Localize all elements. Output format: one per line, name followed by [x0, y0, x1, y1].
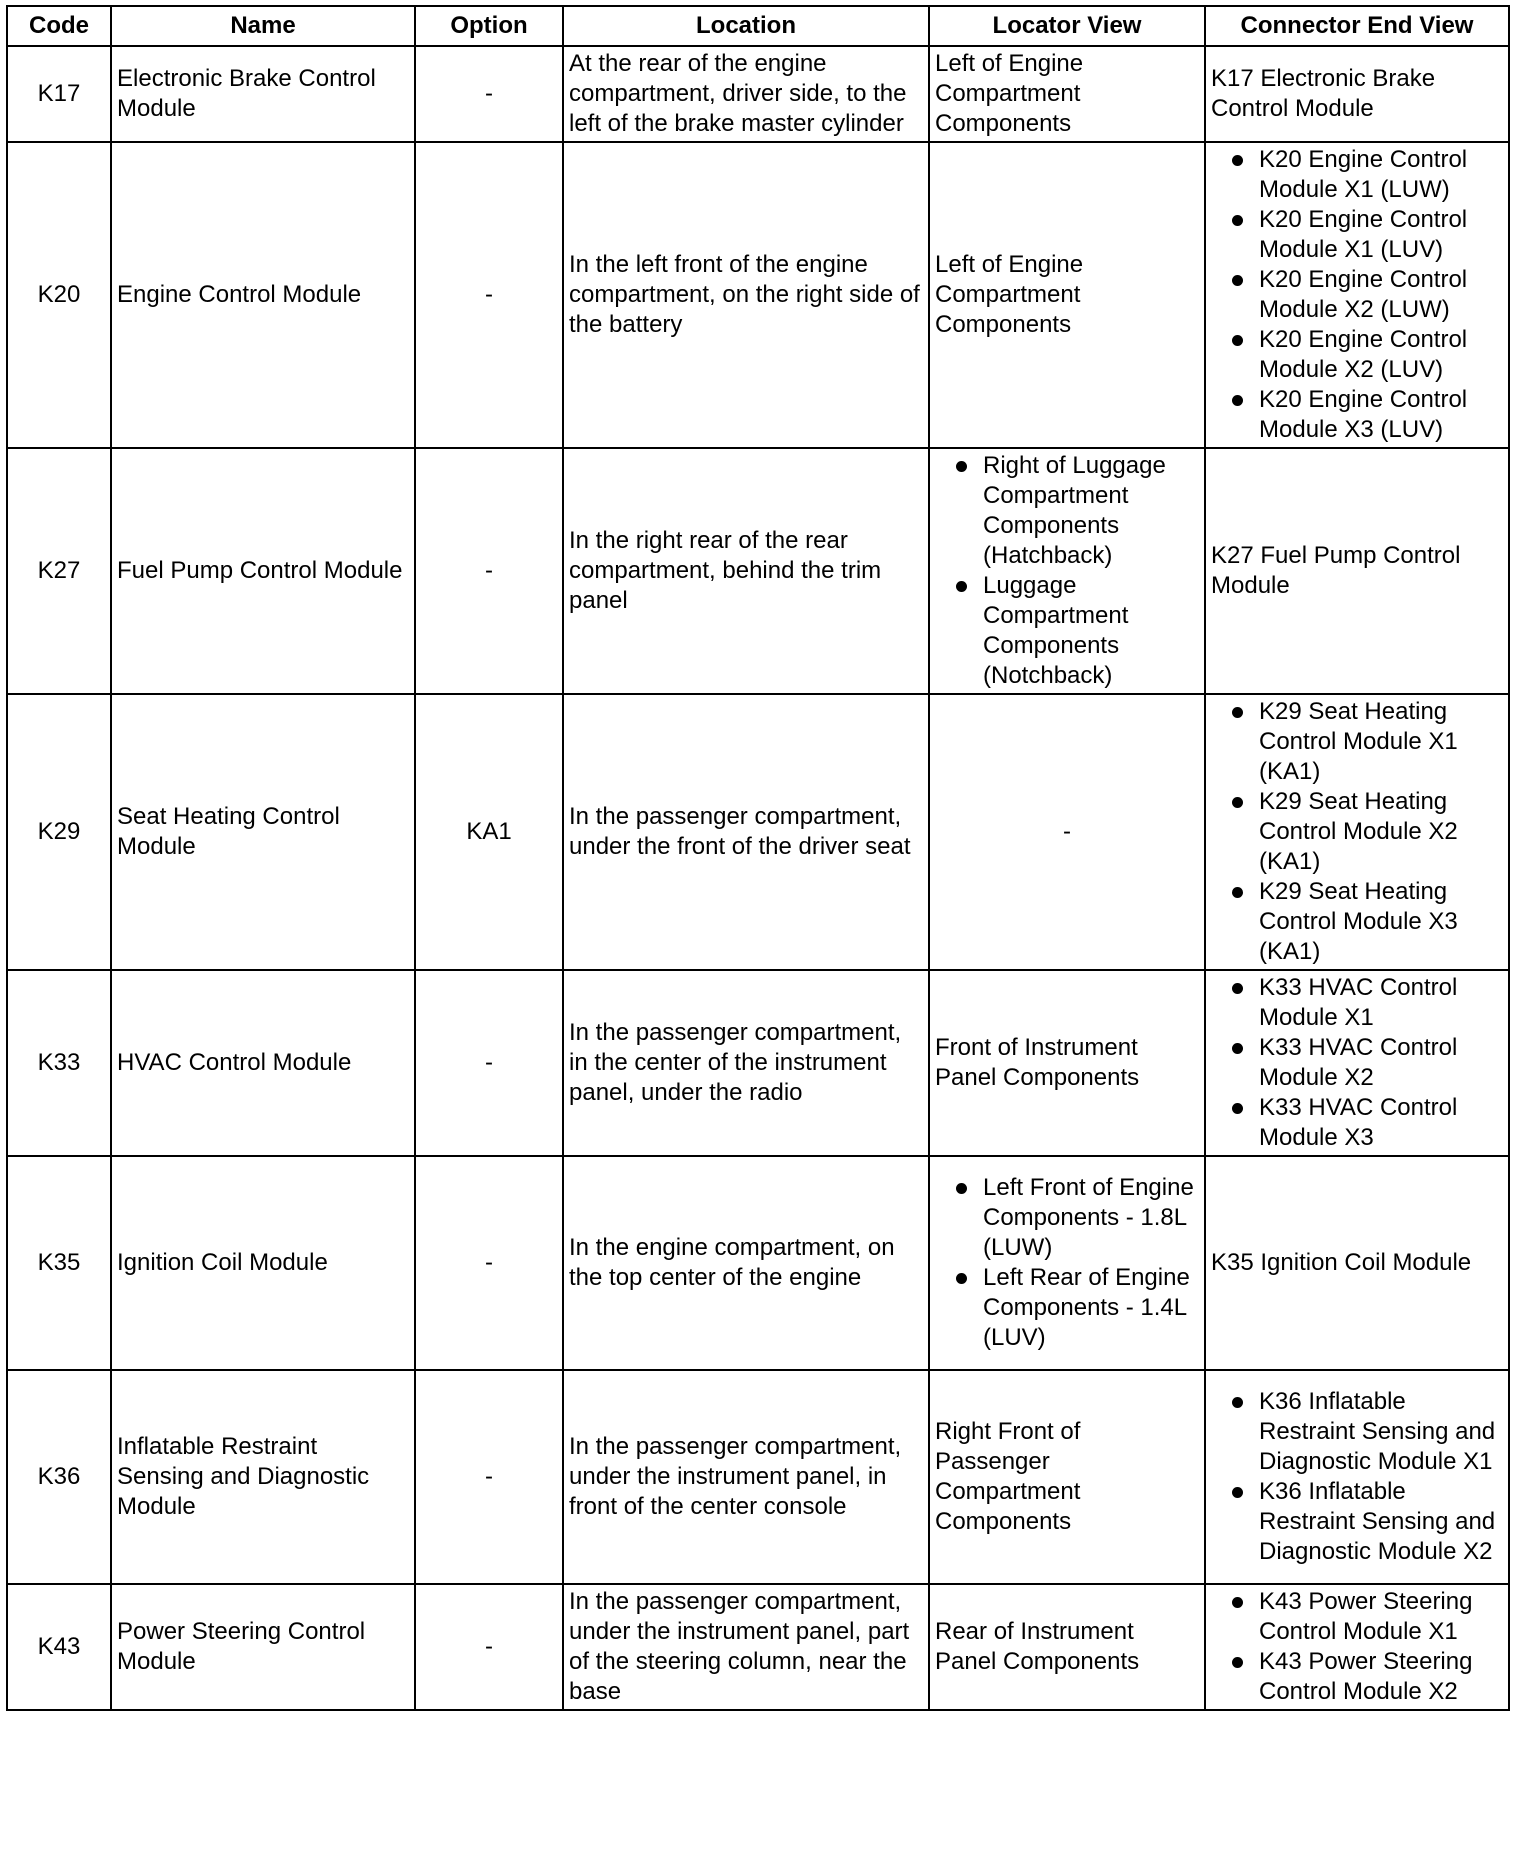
header-code: Code	[7, 6, 111, 46]
cell-connector-end-view	[1205, 1370, 1509, 1584]
table-row	[7, 46, 1509, 142]
bullet-item: K43 Power Steering Control Module X2	[1211, 1647, 1503, 1707]
bullet-list	[1211, 1387, 1503, 1567]
cell-name: Inflatable Restraint Sensing and Diagnostic Module	[111, 1370, 415, 1584]
cell-option: -	[415, 142, 563, 448]
table-row	[7, 694, 1509, 970]
cell-code: K33	[7, 970, 111, 1156]
bullet-item: Left Rear of Engine Components - 1.4L (LUV)	[935, 1263, 1199, 1353]
cell-code: K29	[7, 694, 111, 970]
cell-connector-end-view: K27 Fuel Pump Control Module	[1205, 448, 1509, 694]
bullet-item: K33 HVAC Control Module X2	[1211, 1033, 1503, 1093]
cell-connector-end-view: K17 Electronic Brake Control Module	[1205, 46, 1509, 142]
cell-name: Seat Heating Control Module	[111, 694, 415, 970]
cell-connector-end-view	[1205, 142, 1509, 448]
bullet-item: Left Front of Engine Components - 1.8L (LUW)	[935, 1173, 1199, 1263]
cell-name: HVAC Control Module	[111, 970, 415, 1156]
bullet-item: K20 Engine Control Module X2 (LUW)	[1211, 265, 1503, 325]
header-option: Option	[415, 6, 563, 46]
header-location: Location	[563, 6, 929, 46]
cell-location: In the left front of the engine compartment, on the right side of the battery	[563, 142, 929, 448]
bullet-item: K20 Engine Control Module X3 (LUV)	[1211, 385, 1503, 445]
table-row	[7, 970, 1509, 1156]
cell-connector-end-view: K35 Ignition Coil Module	[1205, 1156, 1509, 1370]
bullet-item: K20 Engine Control Module X2 (LUV)	[1211, 325, 1503, 385]
cell-name: Engine Control Module	[111, 142, 415, 448]
cell-option: -	[415, 448, 563, 694]
cell-code: K35	[7, 1156, 111, 1370]
cell-locator-view	[929, 1156, 1205, 1370]
cell-connector-end-view	[1205, 1584, 1509, 1710]
header-locator-view: Locator View	[929, 6, 1205, 46]
cell-option: KA1	[415, 694, 563, 970]
cell-locator-view	[929, 448, 1205, 694]
bullet-item: K33 HVAC Control Module X1	[1211, 973, 1503, 1033]
bullet-item: K20 Engine Control Module X1 (LUW)	[1211, 145, 1503, 205]
cell-option: -	[415, 1584, 563, 1710]
bullet-item: Luggage Compartment Components (Notchback)	[935, 571, 1199, 691]
bullet-item: K29 Seat Heating Control Module X3 (KA1)	[1211, 877, 1503, 967]
cell-location: In the passenger compartment, under the instrument panel, in front of the center console	[563, 1370, 929, 1584]
cell-locator-view: Rear of Instrument Panel Components	[929, 1584, 1205, 1710]
cell-name: Ignition Coil Module	[111, 1156, 415, 1370]
cell-locator-view: Right Front of Passenger Compartment Components	[929, 1370, 1205, 1584]
cell-name: Fuel Pump Control Module	[111, 448, 415, 694]
bullet-list	[935, 451, 1199, 691]
cell-code: K43	[7, 1584, 111, 1710]
header-name: Name	[111, 6, 415, 46]
cell-option: -	[415, 970, 563, 1156]
cell-code: K27	[7, 448, 111, 694]
bullet-item: Right of Luggage Compartment Components (Hatchback)	[935, 451, 1199, 571]
cell-location: In the passenger compartment, under the instrument panel, part of the steering column, near the base	[563, 1584, 929, 1710]
cell-option: -	[415, 1370, 563, 1584]
bullet-item: K43 Power Steering Control Module X1	[1211, 1587, 1503, 1647]
cell-code: K20	[7, 142, 111, 448]
cell-location: In the passenger compartment, in the center of the instrument panel, under the radio	[563, 970, 929, 1156]
bullet-list	[1211, 1587, 1503, 1707]
cell-connector-end-view	[1205, 694, 1509, 970]
header-connector-end-view: Connector End View	[1205, 6, 1509, 46]
table-row	[7, 1370, 1509, 1584]
bullet-list	[1211, 145, 1503, 445]
cell-option: -	[415, 46, 563, 142]
cell-option: -	[415, 1156, 563, 1370]
cell-code: K36	[7, 1370, 111, 1584]
cell-locator-view: Left of Engine Compartment Components	[929, 46, 1205, 142]
cell-locator-view: Left of Engine Compartment Components	[929, 142, 1205, 448]
table-row	[7, 1156, 1509, 1370]
cell-name: Power Steering Control Module	[111, 1584, 415, 1710]
table-body	[7, 46, 1509, 1710]
bullet-item: K20 Engine Control Module X1 (LUV)	[1211, 205, 1503, 265]
cell-location: At the rear of the engine compartment, driver side, to the left of the brake master cylinder	[563, 46, 929, 142]
bullet-item: K36 Inflatable Restraint Sensing and Diagnostic Module X1	[1211, 1387, 1503, 1477]
bullet-item: K29 Seat Heating Control Module X2 (KA1)	[1211, 787, 1503, 877]
cell-locator-view: Front of Instrument Panel Components	[929, 970, 1205, 1156]
table-row	[7, 1584, 1509, 1710]
cell-connector-end-view	[1205, 970, 1509, 1156]
header-row	[7, 6, 1509, 46]
cell-code: K17	[7, 46, 111, 142]
bullet-item: K33 HVAC Control Module X3	[1211, 1093, 1503, 1153]
cell-locator-view: -	[929, 694, 1205, 970]
cell-location: In the engine compartment, on the top center of the engine	[563, 1156, 929, 1370]
bullet-list	[935, 1173, 1199, 1353]
bullet-item: K29 Seat Heating Control Module X1 (KA1)	[1211, 697, 1503, 787]
table-row	[7, 448, 1509, 694]
bullet-item: K36 Inflatable Restraint Sensing and Diagnostic Module X2	[1211, 1477, 1503, 1567]
bullet-list	[1211, 973, 1503, 1153]
bullet-list	[1211, 697, 1503, 967]
component-location-table	[6, 5, 1510, 1711]
cell-location: In the right rear of the rear compartment, behind the trim panel	[563, 448, 929, 694]
table-row	[7, 142, 1509, 448]
cell-name: Electronic Brake Control Module	[111, 46, 415, 142]
cell-location: In the passenger compartment, under the front of the driver seat	[563, 694, 929, 970]
